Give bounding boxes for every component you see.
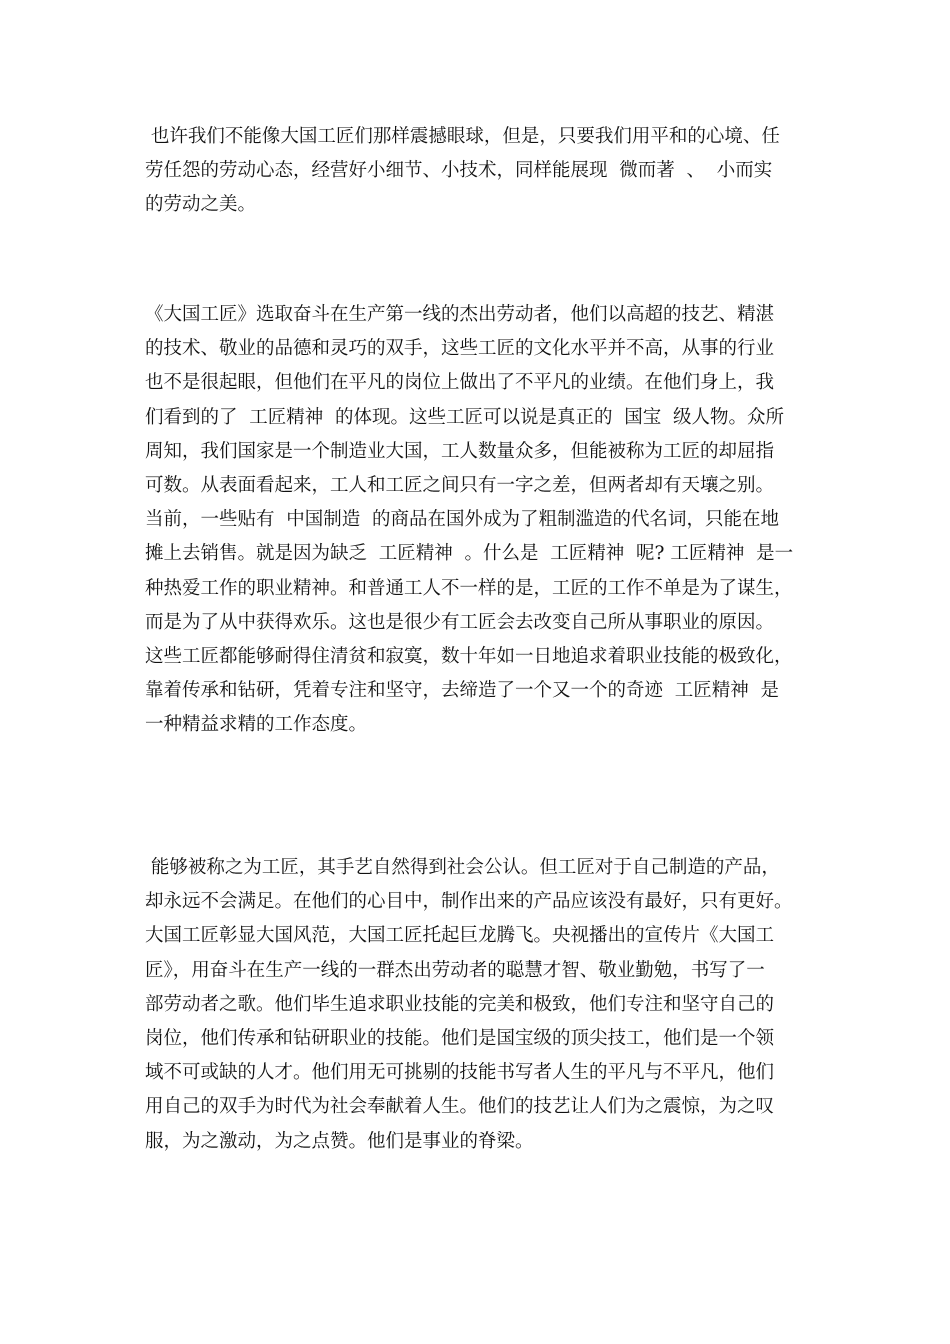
paragraph-2 [145, 298, 810, 743]
text-line: 的技术、敬业的品德和灵巧的双手，这些工匠的文化水平并不高，从事的行业 [145, 338, 775, 360]
text-line: 却永远不会满足。在他们的心目中，制作出来的产品应该没有最好，只有更好。 [145, 891, 793, 913]
text-line: 服，为之激动，为之点赞。他们是事业的脊梁。 [145, 1130, 534, 1152]
text-line: 种热爱工作的职业精神。和普通工人不一样的是，工匠的工作不单是为了谋生， [145, 577, 793, 599]
text-line: 周知，我们国家是一个制造业大国，工人数量众多，但能被称为工匠的却屈指 [145, 440, 775, 462]
text-line: 部劳动者之歌。他们毕生追求职业技能的完美和极致，他们专注和坚守自己的 [145, 993, 775, 1015]
text-line: 可数。从表面看起来，工人和工匠之间只有一字之差，但两者却有天壤之别。 [145, 475, 775, 497]
text-line: 一种精益求精的工作态度。 [145, 714, 368, 736]
text-line: 域不可或缺的人才。他们用无可挑剔的技能书写者人生的平凡与不平凡，他们 [145, 1062, 775, 1084]
text-line: 也不是很起眼，但他们在平凡的岗位上做出了不平凡的业绩。在他们身上，我 [145, 372, 775, 394]
paragraph-3 [145, 851, 810, 1159]
paragraph-1 [145, 120, 810, 223]
text-line: 大国工匠彰显大国风范，大国工匠托起巨龙腾飞。央视播出的宣传片《大国工 [145, 925, 775, 947]
text-line: 靠着传承和钻研，凭着专注和坚守，去缔造了一个又一个的奇迹 工匠精神 是 [145, 680, 780, 702]
text-line: 也许我们不能像大国工匠们那样震撼眼球，但是，只要我们用平和的心境、任 [145, 126, 780, 147]
text-line: 匠》，用奋斗在生产一线的一群杰出劳动者的聪慧才智、敬业勤勉，书写了一 [145, 959, 765, 981]
text-line: 的劳动之美。 [145, 194, 257, 216]
text-line: 而是为了从中获得欢乐。这也是很少有工匠会去改变自己所从事职业的原因。 [145, 611, 775, 633]
text-line: 《大国工匠》选取奋斗在生产第一线的杰出劳动者，他们以高超的技艺、精湛 [145, 304, 775, 325]
text-line: 劳任怨的劳动心态，经营好小细节、小技术，同样能展现 微而著 、 小而实 [145, 160, 773, 182]
text-line: 岗位，他们传承和钻研职业的技能。他们是国宝级的顶尖技工，他们是一个领 [145, 1028, 775, 1050]
text-line: 能够被称之为工匠，其手艺自然得到社会公认。但工匠对于自己制造的产品， [145, 857, 780, 878]
text-line: 当前，一些贴有 中国制造 的商品在国外成为了粗制滥造的代名词，只能在地 [145, 509, 780, 531]
text-line: 摊上去销售。就是因为缺乏 工匠精神 。什么是 工匠精神 呢? 工匠精神 是一 [145, 543, 794, 565]
text-line: 们看到的了 工匠精神 的体现。这些工匠可以说是真正的 国宝 级人物。众所 [145, 406, 785, 428]
text-line: 这些工匠都能够耐得住清贫和寂寞，数十年如一日地追求着职业技能的极致化， [145, 646, 793, 668]
text-line: 用自己的双手为时代为社会奉献着人生。他们的技艺让人们为之震惊，为之叹 [145, 1096, 775, 1118]
